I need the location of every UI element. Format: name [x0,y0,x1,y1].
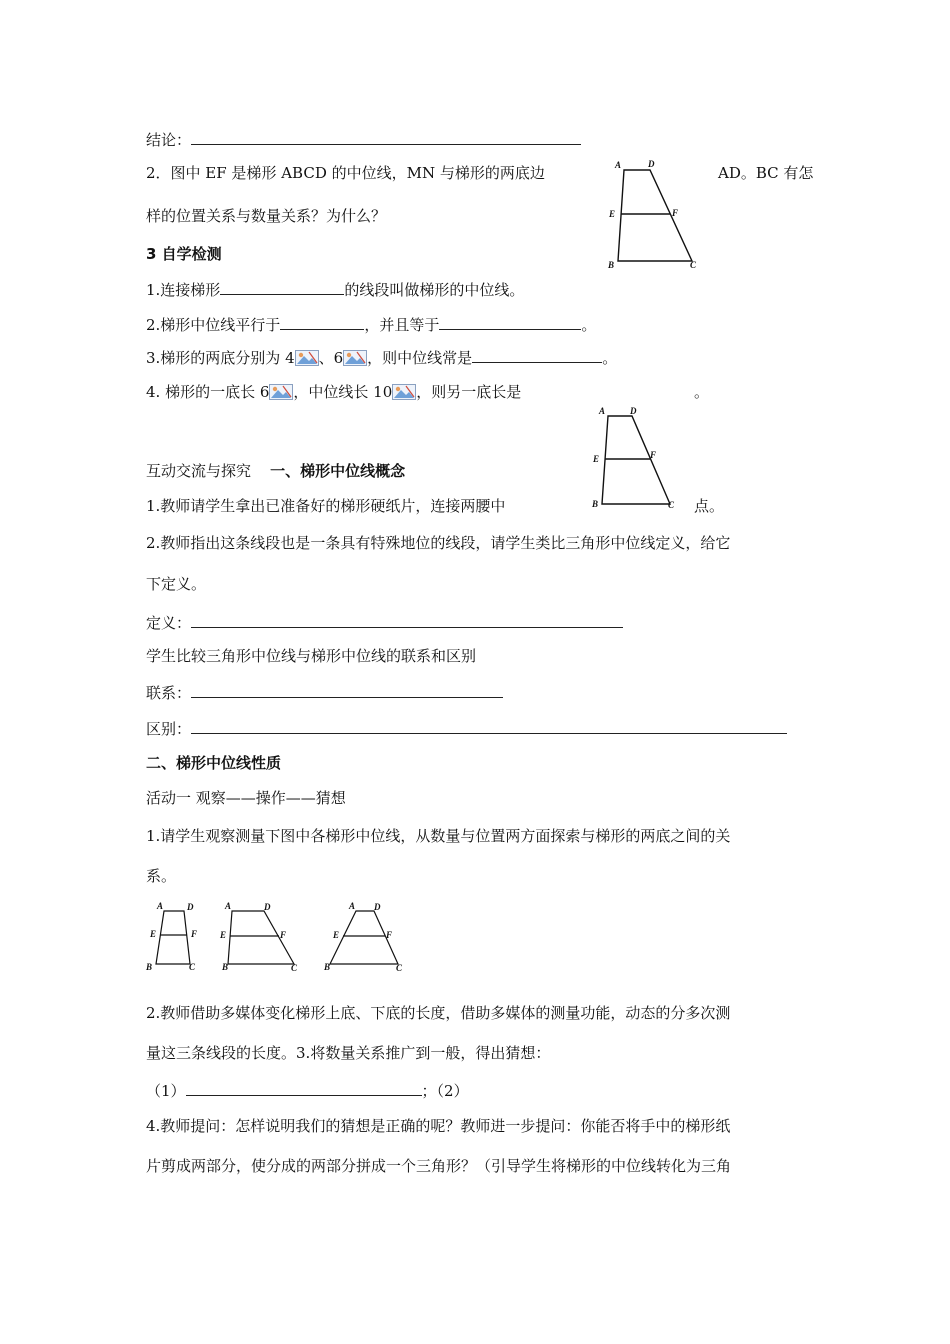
s3-item4-end: 。 [694,383,710,401]
label-E: E [150,929,157,939]
label-C: C [291,963,298,973]
q2-line2: 样的位置关系与数量关系？为什么？ [146,207,387,225]
label-E: E [333,930,340,940]
label-E: E [609,209,616,219]
s3-item3-a: 3.梯形的两底分别为 4 [146,349,295,367]
s3-item4 [146,382,521,402]
label-F: F [191,929,198,939]
link-line [146,681,503,703]
label-D: D [374,902,381,912]
label-D: D [187,902,194,912]
s3-item4-c: ，则另一底长是 [416,383,522,401]
label-A: A [599,406,606,416]
label-B: B [146,962,153,972]
conclusion-blank[interactable] [191,128,581,145]
s3-item2-blank2[interactable] [439,313,581,330]
s2-item2-line1: 2.教师借助多媒体变化梯形上底、下底的长度，借助多媒体的测量功能，动态的分多次测 [146,1004,731,1022]
interact-item1-right: 点。 [694,497,725,515]
s3-item2-blank1[interactable] [280,313,364,330]
label-C: C [396,963,403,973]
label-B: B [324,962,331,972]
guess1-label: （1） [146,1082,186,1100]
interact-item2-line2: 下定义。 [146,575,207,593]
s2-item2-line2: 量这三条线段的长度。3.将数量关系推广到一般，得出猜想： [146,1044,551,1062]
s3-item1-blank[interactable] [220,278,344,295]
interact-heading [146,461,405,481]
s3-item2-a: 2.梯形中位线平行于 [146,316,281,334]
s3-item3 [146,346,617,368]
s3-item3-b: 、6 [318,349,344,367]
three-trapezoids-figure [140,900,440,976]
broken-image-icon [392,384,416,400]
q2-line1: 2．图中 EF 是梯形 ABCD 的中位线，MN 与梯形的两底边 [146,164,545,182]
conclusion-line [146,128,581,150]
interact-heading-b: 一、梯形中位线概念 [270,462,406,480]
section-two-title: 二、梯形中位线性质 [146,754,282,772]
guess1-blank[interactable] [186,1079,422,1096]
label-D: D [648,159,655,169]
s3-item1-a: 1.连接梯形 [146,281,221,299]
s3-item4-a: 4. 梯形的一底长 6 [146,383,270,401]
activity-line: 活动一 观察——操作——猜想 [146,789,346,807]
s3-item4-b: ，中位线长 10 [293,383,393,401]
broken-image-icon [269,384,293,400]
definition-blank[interactable] [191,611,623,628]
s3-item2-b: ，并且等于 [364,316,440,334]
guess2-label: ；（2） [421,1082,469,1100]
trapezoid-small-1 [145,901,197,972]
label-C: C [668,500,675,510]
label-E: E [593,454,600,464]
s3-item3-d: 。 [602,349,618,367]
label-D: D [630,406,637,416]
broken-image-icon [343,350,367,366]
label-B: B [592,499,599,509]
q2-line1-right: AD。BC 有怎 [718,164,814,182]
s3-item1 [146,278,524,300]
label-A: A [157,901,164,911]
label-B: B [222,962,229,972]
s2-item1-line1: 1.请学生观察测量下图中各梯形中位线，从数量与位置两方面探索与梯形的两底之间的关 [146,827,731,845]
definition-label: 定义： [146,614,192,632]
label-F: F [386,930,393,940]
interact-item1: 1.教师请学生拿出已准备好的梯形硬纸片，连接两腰中 [146,497,506,515]
definition-line [146,611,623,633]
broken-image-icon [295,350,319,366]
diff-line [146,717,787,739]
conclusion-label: 结论： [146,131,192,149]
interact-item2-line1: 2.教师指出这条线段也是一条具有特殊地位的线段，请学生类比三角形中位线定义，给它 [146,534,731,552]
diff-label: 区别： [146,720,192,738]
label-D: D [264,902,271,912]
s3-item3-c: ，则中位线常是 [367,349,473,367]
guess-line [146,1079,469,1101]
s2-item4-line1: 4.教师提问：怎样说明我们的猜想是正确的呢？教师进一步提问：你能否将手中的梯形纸 [146,1117,731,1135]
label-C: C [690,260,697,270]
label-E: E [220,930,227,940]
label-A: A [349,901,356,911]
label-F: F [280,930,287,940]
s3-item2-c: 。 [581,316,597,334]
label-C: C [189,962,196,972]
label-F: F [672,208,679,218]
s3-item1-b: 的线段叫做梯形的中位线。 [344,281,525,299]
link-blank[interactable] [191,681,503,698]
trapezoid-figure-1 [604,158,704,273]
s2-item1-line2: 系。 [146,867,177,885]
trapezoid-small-3 [323,901,403,973]
trapezoid-figure-2 [588,404,688,516]
label-B: B [608,260,615,270]
diff-blank[interactable] [191,717,787,734]
label-A: A [615,160,622,170]
section3-title: 3 自学检测 [146,245,222,263]
s3-item3-blank[interactable] [472,346,602,363]
trapezoid-small-2 [219,901,298,973]
link-label: 联系： [146,684,192,702]
s3-item2 [146,313,596,335]
interact-heading-a: 互动交流与探究 [146,462,252,480]
compare-line: 学生比较三角形中位线与梯形中位线的联系和区别 [146,647,477,665]
label-F: F [650,450,657,460]
s2-item4-line2: 片剪成两部分，使分成的两部分拼成一个三角形？（引导学生将梯形的中位线转化为三角 [146,1157,732,1175]
label-A: A [225,901,232,911]
